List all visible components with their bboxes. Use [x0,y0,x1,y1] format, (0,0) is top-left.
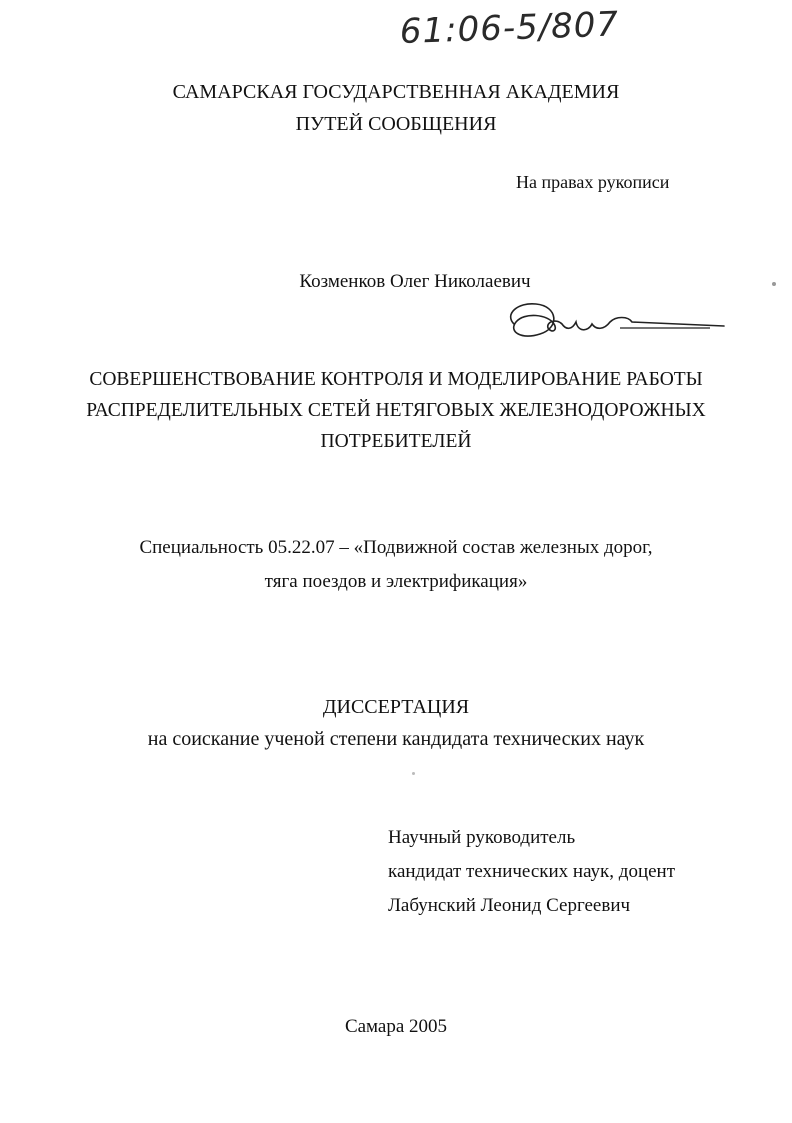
supervisor-block [388,821,675,923]
manuscript-rights-note: На правах рукописи [516,172,670,192]
scan-speck [772,282,776,286]
institution-header [0,76,792,140]
supervisor-degree: кандидат технических наук, доцент [388,861,676,882]
document-type-heading: ДИССЕРТАЦИЯ [322,696,470,718]
title-line-2: РАСПРЕДЕЛИТЕЛЬНЫХ СЕТЕЙ НЕТЯГОВЫХ ЖЕЛЕЗНОДОРОЖНЫХ [86,400,706,421]
supervisor-role: Научный руководитель [388,827,576,848]
title-line-3: ПОТРЕБИТЕЛЕЙ [320,431,472,452]
scan-speck [412,772,415,775]
signature-stroke [511,304,724,336]
specialty-line-2: тяга поездов и электрификация» [264,571,528,592]
specialty-block [0,531,792,599]
archive-stamp [399,4,631,62]
document-type-block [0,691,792,755]
city-year-footer: Самара 2005 [344,1016,448,1037]
author-name: Козменков Олег Николаевич [299,271,531,292]
institution-line-2: ПУТЕЙ СООБЩЕНИЯ [295,113,497,135]
specialty-line-1: Специальность 05.22.07 – «Подвижной состав железных дорог, [139,537,653,558]
institution-line-1: САМАРСКАЯ ГОСУДАРСТВЕННАЯ АКАДЕМИЯ [172,81,620,103]
dissertation-title [0,364,792,457]
document-type-subheading: на соискание ученой степени кандидата технических наук [147,728,645,750]
archive-stamp-text: 61:06-5/807 [399,4,620,53]
supervisor-name: Лабунский Леонид Сергеевич [388,895,631,916]
author-signature [500,290,730,350]
title-line-1: СОВЕРШЕНСТВОВАНИЕ КОНТРОЛЯ И МОДЕЛИРОВАНИЕ РАБОТЫ [89,369,703,390]
